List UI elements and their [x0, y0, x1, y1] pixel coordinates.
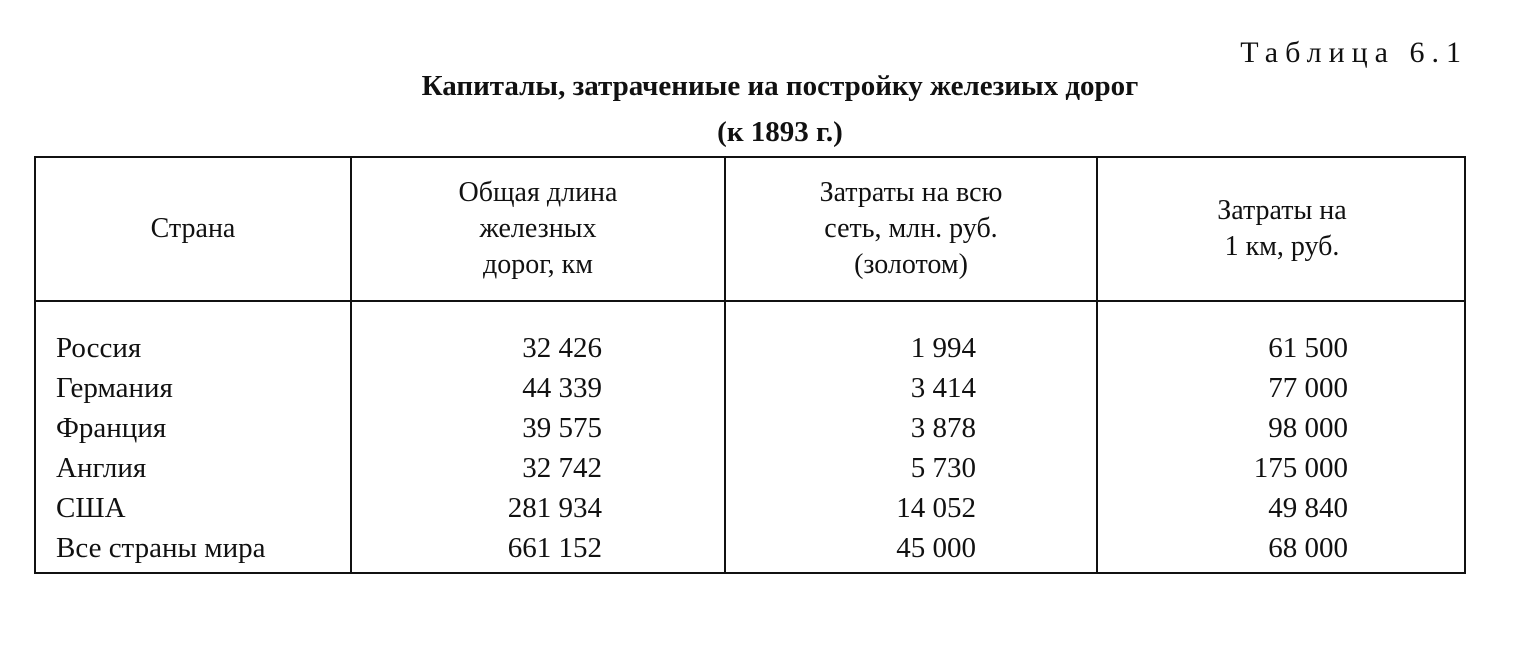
- total-cost-cell: 1 994: [910, 332, 976, 364]
- header-cost-per-km: Затраты на 1 км, руб.: [1217, 195, 1347, 262]
- country-cell: США: [56, 492, 126, 524]
- table-title: Капиталы, затрачениые иа постройку железиых дорог: [421, 70, 1139, 102]
- total-cost-cell: 3 414: [910, 372, 976, 404]
- header-country: Страна: [150, 213, 236, 244]
- total-cost-cell: 14 052: [896, 492, 976, 524]
- country-column: [56, 328, 265, 568]
- header-length: Общая длина железных дорог, км: [458, 177, 618, 280]
- total-cost-column: [896, 328, 976, 568]
- header-divider: [36, 300, 1464, 302]
- length-cell: 39 575: [522, 412, 602, 444]
- country-cell: Германия: [56, 372, 173, 404]
- length-cell: 32 742: [522, 452, 602, 484]
- length-cell: 32 426: [522, 332, 602, 364]
- cost-per-km-cell: 49 840: [1268, 492, 1348, 524]
- cost-per-km-cell: 98 000: [1268, 412, 1348, 444]
- total-cost-cell: 3 878: [910, 412, 976, 444]
- cost-per-km-cell: 175 000: [1253, 452, 1348, 484]
- cost-per-km-column: [1254, 328, 1348, 568]
- cost-per-km-cell: 61 500: [1268, 332, 1348, 364]
- total-cost-cell: 45 000: [896, 532, 976, 564]
- country-cell: Все страны мира: [56, 532, 266, 564]
- length-cell: 44 339: [522, 372, 602, 404]
- data-table: [34, 156, 1466, 574]
- cost-per-km-cell: 68 000: [1268, 532, 1348, 564]
- table-number: Таблица 6.1: [1240, 36, 1468, 69]
- country-cell: Россия: [56, 332, 142, 364]
- country-cell: Англия: [56, 452, 147, 484]
- length-column: [508, 328, 602, 568]
- country-cell: Франция: [56, 412, 167, 444]
- length-cell: 661 152: [507, 532, 602, 564]
- cost-per-km-cell: 77 000: [1268, 372, 1348, 404]
- header-total-cost: Затраты на всю сеть, млн. руб. (золотом): [819, 177, 1003, 280]
- total-cost-cell: 5 730: [910, 452, 976, 484]
- length-cell: 281 934: [507, 492, 602, 524]
- table-subtitle: (к 1893 г.): [717, 116, 843, 148]
